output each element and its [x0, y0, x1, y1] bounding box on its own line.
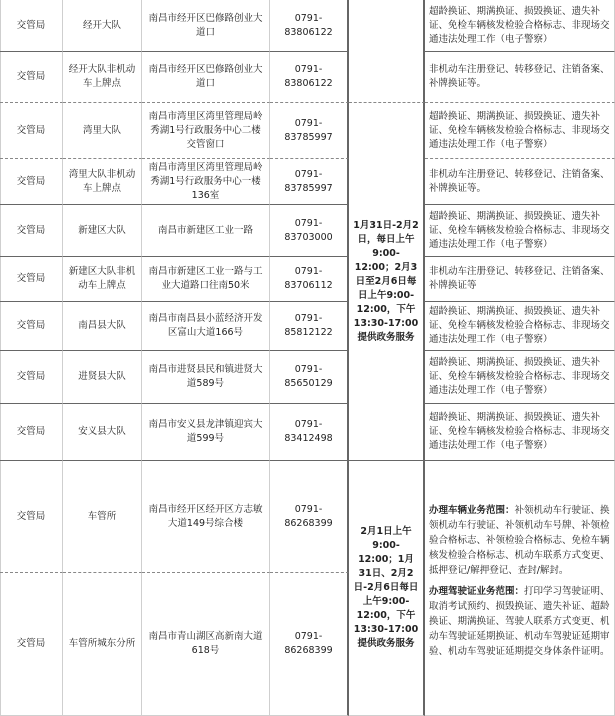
- unit-cell: 车管所: [63, 461, 142, 573]
- address-cell: 南昌市安义县龙津镇迎宾大道599号: [142, 404, 270, 461]
- dept-cell: 交管局: [0, 461, 63, 573]
- unit-cell: 经开大队: [63, 0, 142, 52]
- phone-cell: 0791-86268399: [270, 461, 349, 573]
- unit-cell: 经开大队非机动车上牌点: [63, 52, 142, 103]
- scope-cell: 超龄换证、期满换证、损毁换证、遗失补证、免检车辆核发检验合格标志、非现场交通违法处理工作（电子警察）: [425, 404, 615, 461]
- license-scope-title: 办理驾驶证业务范围：: [429, 586, 525, 597]
- phone-cell: 0791-83806122: [270, 52, 349, 103]
- scope-cell: 超龄换证、期满换证、损毁换证、遗失补证、免检车辆核发检验合格标志、非现场交通违法处理工作（电子警察）: [425, 351, 615, 404]
- dept-cell: 交管局: [0, 0, 63, 52]
- unit-cell: 新建区大队非机动车上牌点: [63, 257, 142, 302]
- vehicle-scope-text: 补领机动车行驶证、换领机动车行驶证、补领机动车号牌、补领检验合格标志、补领检验合格标志、免检车辆核发检验合格标志、机动车联系方式变更、抵押登记/解押登记、查封/解封。: [429, 505, 610, 576]
- dept-cell: 交管局: [0, 257, 63, 302]
- unit-cell: 新建区大队: [63, 205, 142, 257]
- phone-cell: 0791-83703000: [270, 205, 349, 257]
- phone-cell: 0791-85812122: [270, 302, 349, 351]
- unit-cell: 湾里大队非机动车上牌点: [63, 159, 142, 205]
- phone-cell: 0791-83806122: [270, 0, 349, 52]
- dept-cell: 交管局: [0, 351, 63, 404]
- hours-cell-blank: [349, 0, 425, 103]
- scope-cell: 超龄换证、期满换证、损毁换证、遗失补证、免检车辆核发检验合格标志、非现场交通违法处理工作（电子警察）: [425, 205, 615, 257]
- scope-cell: 非机动车注册登记、转移登记、注销备案、补牌换证等。: [425, 159, 615, 205]
- unit-cell: 安义县大队: [63, 404, 142, 461]
- service-hours-cell: 1月31日-2月2日，每日上午9:00-12:00；2月3日至2月6日每日上午9:00-12:00，下午13:30-17:00提供政务服务: [349, 103, 425, 461]
- scope-cell: 非机动车注册登记、转移登记、注销备案、补牌换证等: [425, 257, 615, 302]
- scope-cell: 超龄换证、期满换证、损毁换证、遗失补证、免检车辆核发检验合格标志、非现场交通违法处理工作（电子警察）: [425, 302, 615, 351]
- unit-cell: 南昌县大队: [63, 302, 142, 351]
- address-cell: 南昌市湾里区湾里管理局岭秀湖1号行政服务中心一楼136室: [142, 159, 270, 205]
- phone-cell: 0791-85650129: [270, 351, 349, 404]
- address-cell: 南昌市经开区巴修路创业大道口: [142, 0, 270, 52]
- address-cell: 南昌市新建区工业一路与工业大道路口往南50米: [142, 257, 270, 302]
- vehicle-license-scope-cell: [425, 461, 615, 716]
- scope-cell: 非机动车注册登记、转移登记、注销备案、补牌换证等。: [425, 52, 615, 103]
- address-cell: 南昌市进贤县民和镇进贤大道589号: [142, 351, 270, 404]
- unit-cell: 车管所城东分所: [63, 573, 142, 716]
- scope-cell: 超龄换证、期满换证、损毁换证、遗失补证、免检车辆核发检验合格标志、非现场交通违法处理工作（电子警察）: [425, 103, 615, 159]
- address-cell: 南昌市经开区经开区方志敏大道149号综合楼: [142, 461, 270, 573]
- address-cell: 南昌市经开区巴修路创业大道口: [142, 52, 270, 103]
- vehicle-scope-title: 办理车辆业务范围：: [429, 505, 515, 516]
- dept-cell: 交管局: [0, 205, 63, 257]
- phone-cell: 0791-86268399: [270, 573, 349, 716]
- address-cell: 南昌市南昌县小蓝经济开发区富山大道166号: [142, 302, 270, 351]
- phone-cell: 0791-83706112: [270, 257, 349, 302]
- unit-cell: 湾里大队: [63, 103, 142, 159]
- unit-cell: 进贤县大队: [63, 351, 142, 404]
- service-hours-cell-2: 2月1日上午9:00-12:00；1月31日、2月2日-2月6日每日上午9:00-12:00，下午13:30-17:00提供政务服务: [349, 461, 425, 716]
- dept-cell: 交管局: [0, 103, 63, 159]
- phone-cell: 0791-83412498: [270, 404, 349, 461]
- address-cell: 南昌市青山湖区高新南大道618号: [142, 573, 270, 716]
- dept-cell: 交管局: [0, 404, 63, 461]
- address-cell: 南昌市湾里区湾里管理局岭秀湖1号行政服务中心二楼交管窗口: [142, 103, 270, 159]
- dept-cell: 交管局: [0, 573, 63, 716]
- phone-cell: 0791-83785997: [270, 159, 349, 205]
- license-scope-text: 打印学习驾驶证明、取消考试预约、损毁换证、遗失补证、超龄换证、期满换证、驾驶人联系方式变更、机动车驾驶证延期换证、机动车驾驶证延期审验、机动车驾驶证延期提交身体条件证明。: [429, 586, 610, 657]
- scope-cell: 超龄换证、期满换证、损毁换证、遗失补证、免检车辆核发检验合格标志、非现场交通违法处理工作（电子警察）: [425, 0, 615, 52]
- address-cell: 南昌市新建区工业一路: [142, 205, 270, 257]
- dept-cell: 交管局: [0, 159, 63, 205]
- phone-cell: 0791-83785997: [270, 103, 349, 159]
- dept-cell: 交管局: [0, 302, 63, 351]
- dept-cell: 交管局: [0, 52, 63, 103]
